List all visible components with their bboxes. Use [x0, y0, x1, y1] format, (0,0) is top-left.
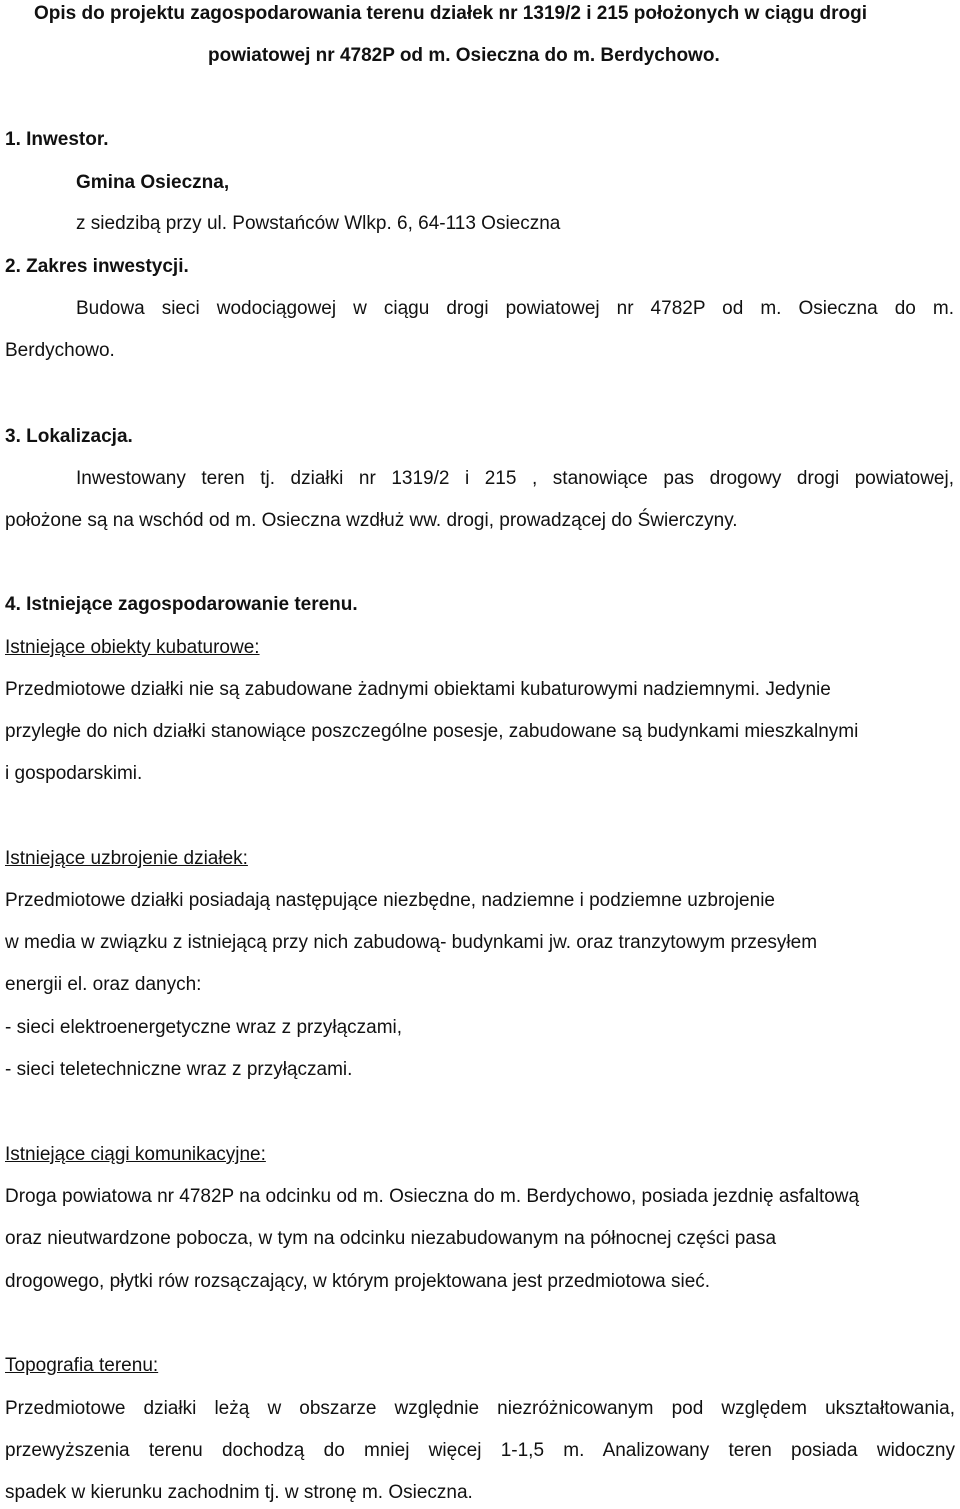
kubatura-line-3: i gospodarskimi. [5, 763, 143, 784]
location-line-1: Inwestowany teren tj. działki nr 1319/2 i 215 , stanowiące pas drogowy drogi powiatowej, [76, 468, 954, 489]
topografia-line-1: Przedmiotowe działki leżą w obszarze względnie niezróżnicowanym pod względem ukształtowania, [5, 1398, 955, 1419]
topografia-line-3: spadek w kierunku zachodnim tj. w stronę m. Osieczna. [5, 1482, 473, 1503]
uzbrojenie-line-2: w media w związku z istniejącą przy nich zabudową- budynkami jw. oraz tranzytowym przesyłem [5, 932, 818, 953]
komunikacja-line-2: oraz nieutwardzone pobocza, w tym na odcinku niezabudowanym na północnej części pasa [5, 1228, 777, 1249]
document-title-line-2: powiatowej nr 4782P od m. Osieczna do m. Berdychowo. [208, 45, 720, 66]
investor-name: Gmina Osieczna, [76, 172, 230, 193]
uzbrojenie-list-item: - sieci teletechniczne wraz z przyłączami. [5, 1059, 353, 1080]
investor-address: z siedzibą przy ul. Powstańców Wlkp. 6, 64-113 Osieczna [76, 213, 561, 234]
uzbrojenie-subheading: Istniejące uzbrojenie działek: [5, 848, 248, 869]
scope-line-2: Berdychowo. [5, 340, 115, 361]
section-1-heading: 1. Inwestor. [5, 129, 109, 150]
topografia-line-2: przewyższenia terenu dochodzą do mniej więcej 1-1,5 m. Analizowany teren posiada widoczny [5, 1440, 955, 1461]
section-2-heading: 2. Zakres inwestycji. [5, 256, 189, 277]
komunikacja-line-3: drogowego, płytki rów rozsączający, w którym projektowana jest przedmiotowa sieć. [5, 1271, 711, 1292]
document-title-line-1: Opis do projektu zagospodarowania terenu działek nr 1319/2 i 215 położonych w ciągu drogi [34, 3, 868, 24]
kubatura-line-2: przyległe do nich działki stanowiące poszczególne posesje, zabudowane są budynkami mieszkalnymi [5, 721, 859, 742]
komunikacja-subheading: Istniejące ciągi komunikacyjne: [5, 1144, 266, 1165]
scope-line-1: Budowa sieci wodociągowej w ciągu drogi powiatowej nr 4782P od m. Osieczna do m. [76, 298, 954, 319]
kubatura-line-1: Przedmiotowe działki nie są zabudowane żadnymi obiektami kubaturowymi nadziemnymi. Jedynie [5, 679, 831, 700]
section-3-heading: 3. Lokalizacja. [5, 426, 133, 447]
uzbrojenie-line-1: Przedmiotowe działki posiadają następujące niezbędne, nadziemne i podziemne uzbrojenie [5, 890, 775, 911]
uzbrojenie-list-item: - sieci elektroenergetyczne wraz z przyłączami, [5, 1017, 403, 1038]
location-line-2: położone są na wschód od m. Osieczna wzdłuż ww. drogi, prowadzącej do Świerczyny. [5, 510, 738, 531]
kubatura-subheading: Istniejące obiekty kubaturowe: [5, 637, 260, 658]
section-4-heading: 4. Istniejące zagospodarowanie terenu. [5, 594, 358, 615]
uzbrojenie-line-3: energii el. oraz danych: [5, 974, 202, 995]
komunikacja-line-1: Droga powiatowa nr 4782P na odcinku od m. Osieczna do m. Berdychowo, posiada jezdnię asfaltową [5, 1186, 860, 1207]
topografia-subheading: Topografia terenu: [5, 1355, 159, 1376]
